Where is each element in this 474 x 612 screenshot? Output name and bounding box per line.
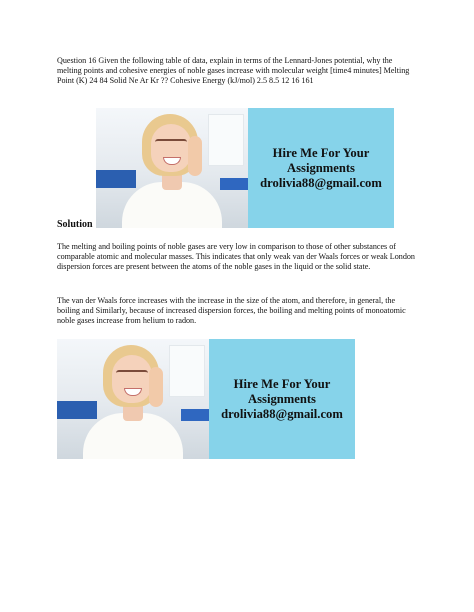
solution-paragraph: The van der Waals force increases with the increase in the size of the atom, and therefore, in general, the boiling and Similarly, because of increased dispersion forces, the boiling and melting points of monoatomic noble gases increase from helium to radon. <box>57 296 406 325</box>
woman-photo <box>57 339 209 459</box>
question-text: Question 16 Given the following table of data, explain in terms of the Lennard-Jones potential, why the melting points and cohesive energies of noble gases increase with molecular weight [time4 minutes] Melting Point (K) 24 84 Solid Ne Ar Kr ?? Cohesive Energy (kJ/mol) 2.5 8.5 12 16 161 <box>57 56 410 85</box>
woman-photo <box>96 108 248 228</box>
ad-email: drolivia88@gmail.com <box>260 175 382 190</box>
solution-heading: Solution <box>57 219 93 230</box>
ad-text-panel <box>248 108 394 228</box>
solution-paragraph: The melting and boiling points of noble gases are very low in comparison to those of other substances of comparable atomic and molecular masses. This indicates that only weak van der Waals forces or weak London dispersion forces are present between the atoms of the noble gases in the liquid or the solid state. <box>57 242 415 271</box>
ad-headline-line1: Hire Me For Your <box>272 145 370 160</box>
advertisement-banner <box>96 108 394 228</box>
advertisement-banner <box>57 339 355 459</box>
ad-headline-line2: Assignments <box>287 160 355 175</box>
ad-email: drolivia88@gmail.com <box>221 406 343 421</box>
ad-headline-line1: Hire Me For Your <box>233 376 331 391</box>
ad-text-panel <box>209 339 355 459</box>
ad-headline-line2: Assignments <box>248 391 316 406</box>
